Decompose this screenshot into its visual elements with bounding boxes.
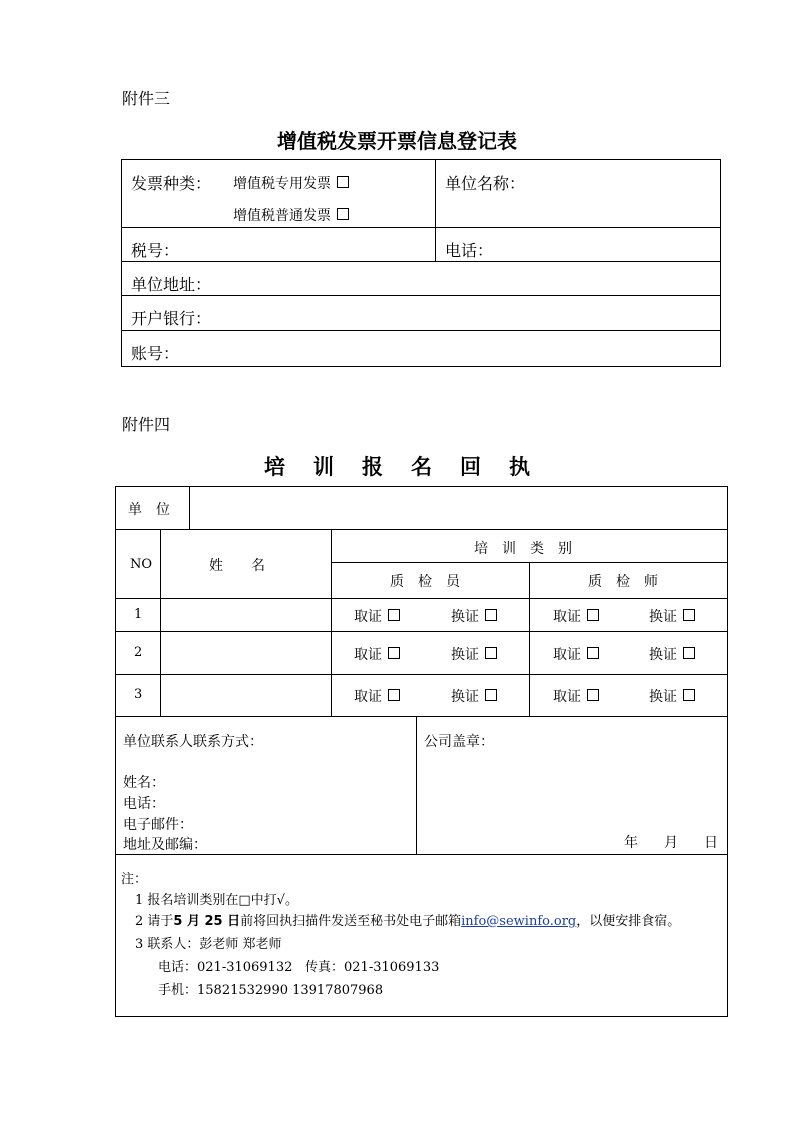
option-label: 换证 — [649, 689, 677, 705]
contact-mobile: 手机：15821532990 13917807968 — [158, 983, 384, 998]
deadline-date: 5 月 25 日 — [173, 914, 241, 929]
contact-phone-label: 电话： — [123, 796, 165, 812]
checkbox-icon[interactable] — [337, 208, 349, 220]
address-label: 单位地址： — [131, 275, 212, 294]
account-label: 账号： — [131, 344, 180, 363]
title-char: 回 — [460, 455, 481, 479]
tax-number-label: 税号： — [131, 241, 180, 260]
notes-title: 注： — [121, 872, 148, 887]
note-2-suffix: ，以便安排食宿。 — [576, 914, 681, 929]
note-2-middle: 前将回执扫描件发送至秘书处电子邮箱 — [240, 914, 462, 929]
option-label: 换证 — [649, 609, 677, 625]
checkbox-icon[interactable] — [337, 176, 349, 188]
date-month: 月 — [664, 835, 678, 851]
option-label: 取证 — [354, 689, 382, 705]
option-label: 换证 — [451, 689, 479, 705]
option-label: 取证 — [354, 609, 382, 625]
email-link[interactable]: info@sewinfo.org — [461, 914, 577, 929]
inspector-header: 质 检 员 — [390, 574, 460, 590]
invoice-option-normal[interactable] — [233, 205, 349, 225]
option-label: 取证 — [553, 647, 581, 663]
no-header: NO — [130, 557, 153, 572]
registration-form-title — [0, 451, 794, 481]
checkbox-icon[interactable] — [587, 609, 599, 621]
checkbox-icon[interactable] — [683, 609, 695, 621]
option-label: 换证 — [451, 647, 479, 663]
note-2 — [135, 910, 680, 929]
seal-label: 公司盖章： — [424, 734, 494, 750]
contact-fax: 传真：021-31069133 — [305, 960, 440, 975]
engineer-renew-option[interactable] — [649, 606, 695, 626]
checkbox-icon[interactable] — [388, 647, 400, 659]
engineer-header: 质 检 师 — [588, 574, 658, 590]
option-label: 取证 — [553, 689, 581, 705]
invoice-form-title: 增值税发票开票信息登记表 — [277, 129, 517, 153]
contact-name-label: 姓名： — [123, 775, 165, 791]
inspector-renew-option[interactable] — [451, 644, 497, 664]
inspector-obtain-option[interactable] — [354, 686, 400, 706]
name-header: 姓 名 — [209, 558, 265, 574]
checkbox-icon[interactable] — [683, 689, 695, 701]
invoice-option-normal-label: 增值税普通发票 — [233, 208, 331, 224]
inspector-renew-option[interactable] — [451, 606, 497, 626]
engineer-renew-option[interactable] — [649, 686, 695, 706]
invoice-type-label: 发票种类： — [131, 174, 212, 193]
checkbox-icon[interactable] — [587, 647, 599, 659]
date-day: 日 — [704, 835, 718, 851]
unit-label: 单 位 — [128, 502, 170, 518]
option-label: 取证 — [354, 647, 382, 663]
title-char: 名 — [411, 455, 432, 479]
attachment-3-label: 附件三 — [122, 89, 171, 108]
inspector-obtain-option[interactable] — [354, 606, 400, 626]
inspector-obtain-option[interactable] — [354, 644, 400, 664]
engineer-renew-option[interactable] — [649, 644, 695, 664]
option-label: 换证 — [451, 609, 479, 625]
checkbox-icon[interactable] — [485, 609, 497, 621]
invoice-option-special-label: 增值税专用发票 — [233, 176, 331, 192]
inspector-renew-option[interactable] — [451, 686, 497, 706]
checkbox-icon[interactable] — [485, 647, 497, 659]
date-year: 年 — [624, 835, 638, 851]
checkbox-icon[interactable] — [388, 609, 400, 621]
checkbox-icon[interactable] — [388, 689, 400, 701]
engineer-obtain-option[interactable] — [553, 686, 599, 706]
title-char: 报 — [362, 455, 383, 479]
engineer-obtain-option[interactable] — [553, 644, 599, 664]
option-label: 取证 — [553, 609, 581, 625]
checkbox-icon[interactable] — [485, 689, 497, 701]
phone-label: 电话： — [445, 241, 494, 260]
row-number: 3 — [134, 687, 143, 702]
checkbox-icon[interactable] — [683, 647, 695, 659]
attachment-4-label: 附件四 — [122, 415, 171, 434]
option-label: 换证 — [649, 647, 677, 663]
title-char: 执 — [509, 455, 530, 479]
row-number: 1 — [134, 607, 143, 622]
contact-email-label: 电子邮件： — [123, 817, 193, 833]
contact-address-label: 地址及邮编： — [123, 837, 207, 853]
contact-tel: 电话：021-31069132 — [158, 960, 293, 975]
bank-label: 开户银行： — [131, 309, 212, 328]
checkbox-icon[interactable] — [587, 689, 599, 701]
note-3: 3 联系人：彭老师 郑老师 — [135, 937, 282, 952]
invoice-option-special[interactable] — [233, 173, 349, 193]
contact-title: 单位联系人联系方式： — [123, 734, 263, 750]
category-header: 培 训 类 别 — [474, 541, 572, 557]
note-1: 1 报名培训类别在□中打√。 — [135, 893, 298, 908]
title-char: 训 — [313, 455, 334, 479]
row-number: 2 — [134, 645, 143, 660]
engineer-obtain-option[interactable] — [553, 606, 599, 626]
title-char: 培 — [264, 455, 285, 479]
company-name-label: 单位名称： — [445, 174, 526, 193]
note-2-prefix: 2 请于 — [135, 914, 174, 929]
